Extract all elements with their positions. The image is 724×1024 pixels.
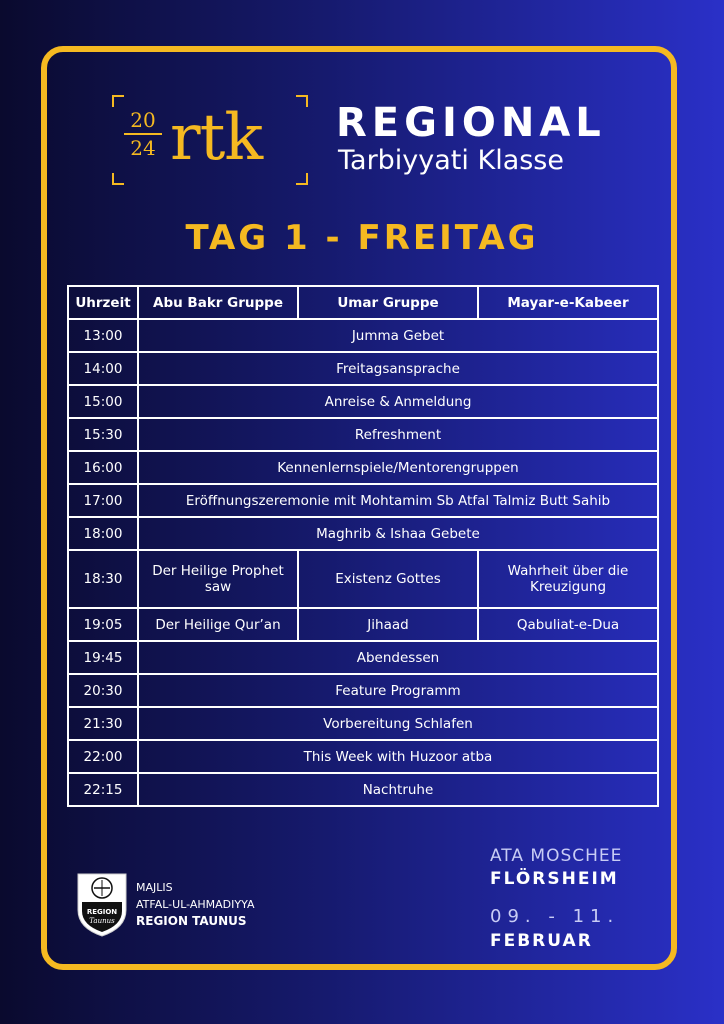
group-cell-abu-bakr: Der Heilige Qur’an [138, 608, 298, 641]
org-line-1: MAJLIS [136, 881, 173, 894]
logo-corner [112, 173, 124, 185]
time-cell: 21:30 [68, 707, 138, 740]
rtk-logo [112, 95, 308, 185]
table-row [68, 641, 658, 674]
table-row [68, 674, 658, 707]
group-cell-umar: Jihaad [298, 608, 478, 641]
event-cell: Abendessen [138, 641, 658, 674]
time-cell: 19:45 [68, 641, 138, 674]
table-row [68, 319, 658, 352]
org-name [136, 879, 255, 930]
time-cell: 22:15 [68, 773, 138, 806]
group-cell-mayar: Qabuliat-e-Dua [478, 608, 658, 641]
event-cell: Nachtruhe [138, 773, 658, 806]
event-cell: Anreise & Anmeldung [138, 385, 658, 418]
time-cell: 17:00 [68, 484, 138, 517]
time-cell: 14:00 [68, 352, 138, 385]
group-cell-abu-bakr: Der Heilige Prophet saw [138, 550, 298, 608]
group-cell-mayar: Wahrheit über die Kreuzigung [478, 550, 658, 608]
table-row [68, 352, 658, 385]
table-header-row [68, 286, 658, 319]
event-cell: Kennenlernspiele/Mentorengruppen [138, 451, 658, 484]
org-line-2: ATFAL-UL-AHMADIYYA [136, 898, 255, 911]
group-cell-umar: Existenz Gottes [298, 550, 478, 608]
event-cell: Vorbereitung Schlafen [138, 707, 658, 740]
table-row [68, 385, 658, 418]
table-row [68, 773, 658, 806]
event-cell: Refreshment [138, 418, 658, 451]
event-cell: Maghrib & Ishaa Gebete [138, 517, 658, 550]
table-row [68, 550, 658, 608]
event-cell: Jumma Gebet [138, 319, 658, 352]
time-cell: 22:00 [68, 740, 138, 773]
date-line-2: FEBRUAR [490, 931, 593, 951]
event-cell: Feature Programm [138, 674, 658, 707]
event-cell: Freitagsansprache [138, 352, 658, 385]
table-row [68, 517, 658, 550]
logo-text: rtk [170, 101, 263, 175]
location-line-2: FLÖRSHEIM [490, 869, 619, 889]
event-cell: This Week with Huzoor atba [138, 740, 658, 773]
logo-year [122, 107, 164, 161]
event-cell: Eröffnungszeremonie mit Mohtamim Sb Atfal Talmiz Butt Sahib [138, 484, 658, 517]
time-cell: 13:00 [68, 319, 138, 352]
table-row [68, 707, 658, 740]
time-cell: 15:30 [68, 418, 138, 451]
time-cell: 15:00 [68, 385, 138, 418]
table-row [68, 740, 658, 773]
time-cell: 18:30 [68, 550, 138, 608]
day-title: TAG 1 - FREITAG [185, 218, 539, 258]
table-row [68, 451, 658, 484]
logo-year-divider [124, 133, 162, 135]
date-line-1: 09. - 11. [490, 906, 620, 927]
time-cell: 18:00 [68, 517, 138, 550]
table-row [68, 608, 658, 641]
time-cell: 16:00 [68, 451, 138, 484]
column-header: Abu Bakr Gruppe [138, 286, 298, 319]
logo-corner [296, 95, 308, 107]
page-subtitle: Tarbiyyati Klasse [338, 145, 564, 176]
logo-corner [112, 95, 124, 107]
logo-corner [296, 173, 308, 185]
column-header: Umar Gruppe [298, 286, 478, 319]
badge-line-2: Taunus [89, 917, 115, 925]
schedule-table [67, 285, 659, 807]
time-cell: 19:05 [68, 608, 138, 641]
column-header: Mayar-e-Kabeer [478, 286, 658, 319]
org-line-3: REGION TAUNUS [136, 914, 247, 928]
logo-year-top: 20 [130, 108, 156, 132]
column-header: Uhrzeit [68, 286, 138, 319]
badge-line-1: REGION [86, 908, 118, 916]
table-row [68, 418, 658, 451]
table-row [68, 484, 658, 517]
logo-year-bottom: 24 [130, 136, 156, 160]
region-taunus-badge-icon [74, 870, 130, 938]
location-line-1: ATA MOSCHEE [490, 846, 623, 866]
page-title: REGIONAL [336, 100, 606, 146]
time-cell: 20:30 [68, 674, 138, 707]
